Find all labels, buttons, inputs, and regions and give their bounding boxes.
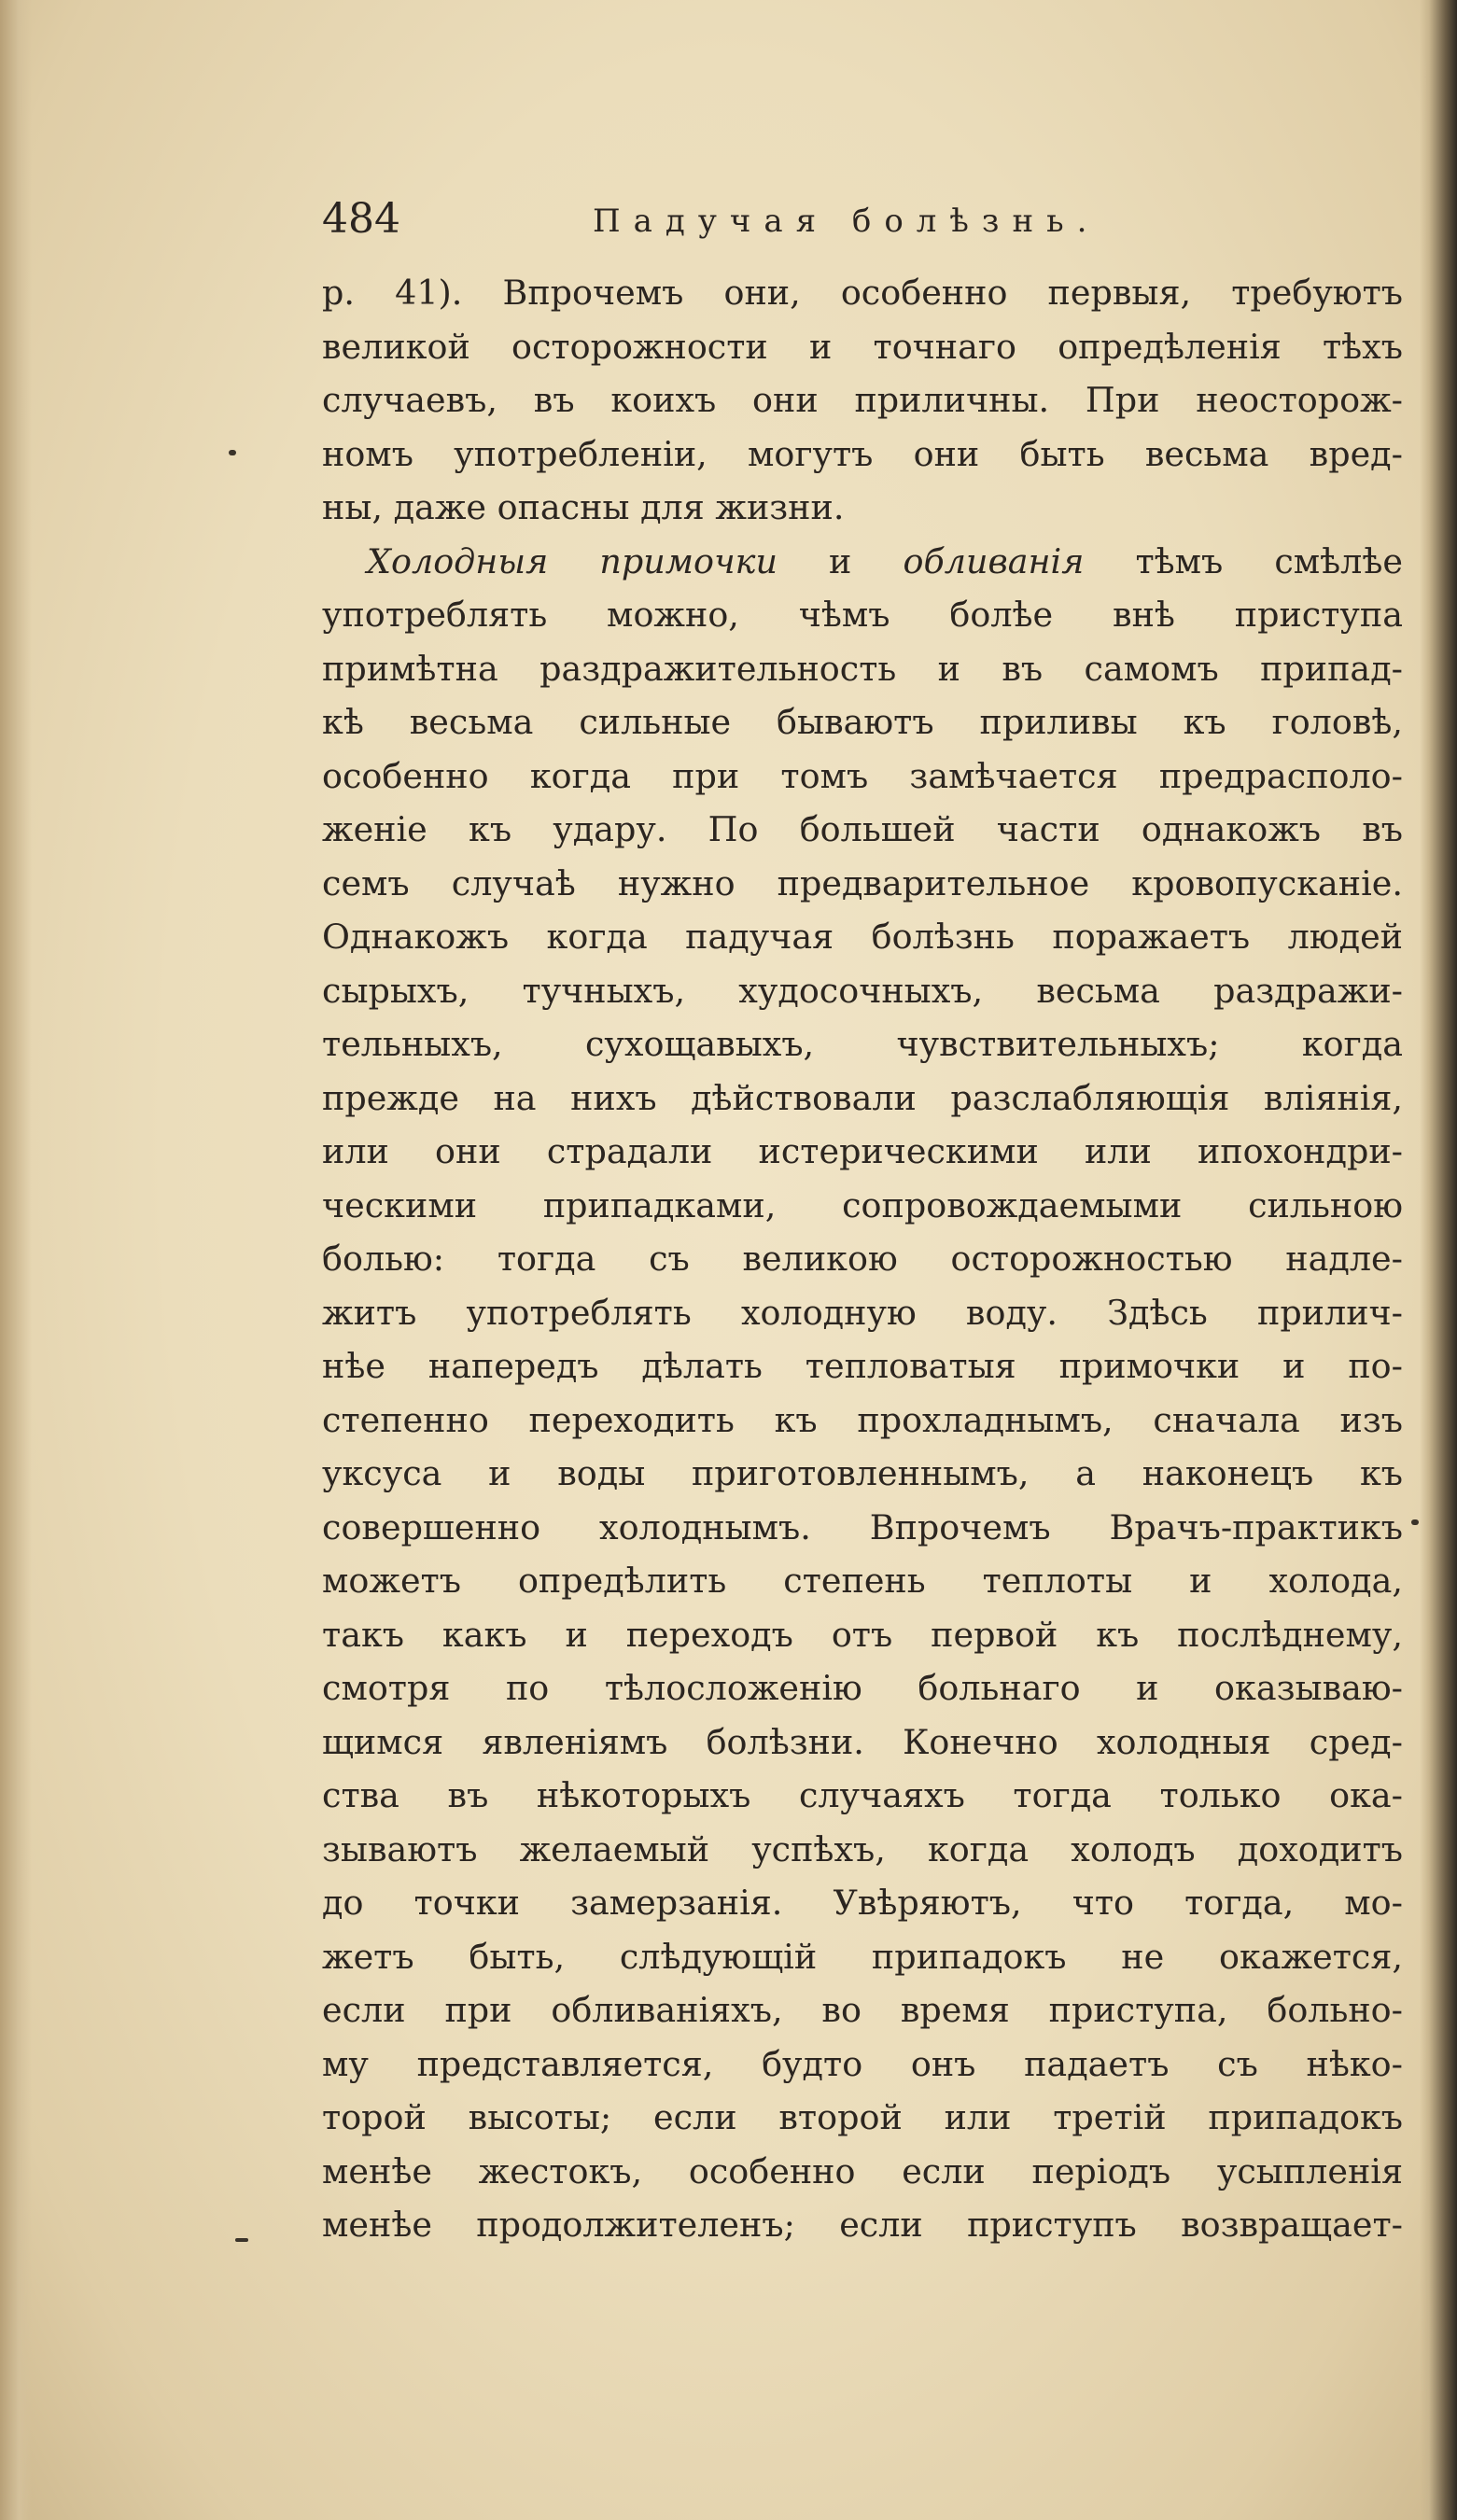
- text-line: смотря по тѣлосложенію больнаго и оказываю-: [322, 1668, 1403, 1708]
- text-line: му представляется, будто онъ падаетъ съ нѣко-: [322, 2043, 1403, 2084]
- text-line: такъ какъ и переходъ отъ первой къ послѣднему,: [322, 1614, 1403, 1655]
- text-line: до точки замерзанія. Увѣряютъ, что тогда, мо-: [322, 1883, 1403, 1923]
- text-line: зываютъ желаемый успѣхъ, когда холодъ доходитъ: [322, 1828, 1403, 1869]
- text-line: нѣе напередъ дѣлать тепловатыя примочки и по-: [322, 1346, 1403, 1386]
- text-line: сырыхъ, тучныхъ, худосочныхъ, весьма раздражи-: [322, 970, 1403, 1011]
- text-line: ны, даже опасны для жизни.: [322, 487, 845, 527]
- text-line: совершенно холоднымъ. Впрочемъ Врачъ-практикъ: [322, 1506, 1403, 1547]
- text-line: тельныхъ, сухощавыхъ, чувствительныхъ; когда: [322, 1024, 1403, 1064]
- text-line-paragraph-start: [322, 535, 1403, 589]
- ink-speck: [235, 2238, 248, 2242]
- text-line: можетъ опредѣлить степень теплоты и холода,: [322, 1561, 1403, 1601]
- text-line: употреблять можно, чѣмъ болѣе внѣ приступа: [322, 595, 1403, 635]
- text-line: прежде на нихъ дѣйствовали разслабляющія вліянія,: [322, 1077, 1403, 1118]
- text-line: жетъ быть, слѣдующій припадокъ не окажется,: [322, 1936, 1403, 1977]
- text-line: номъ употребленіи, могутъ они быть весьма вред-: [322, 433, 1403, 474]
- text-fragment: тѣмъ смѣлѣе: [1084, 540, 1403, 581]
- ink-speck: [229, 450, 236, 455]
- text-line: житъ употреблять холодную воду. Здѣсь прилич-: [322, 1292, 1403, 1333]
- text-line: Однакожъ когда падучая болѣзнь поражаетъ людей: [322, 917, 1403, 957]
- text-line: уксуса и воды приготовленнымъ, а наконецъ къ: [322, 1453, 1403, 1493]
- text-fragment: и: [777, 540, 904, 581]
- text-line: ства въ нѣкоторыхъ случаяхъ тогда только ока-: [322, 1775, 1403, 1815]
- text-line: женіе къ удару. По большей части однакожъ въ: [322, 809, 1403, 849]
- ink-speck: [1411, 1519, 1419, 1525]
- text-line: торой высоты; если второй или третій припадокъ: [322, 2097, 1403, 2137]
- text-line: примѣтна раздражительность и въ самомъ припад-: [322, 648, 1403, 689]
- page-number: 484: [322, 195, 400, 243]
- text-line: семъ случаѣ нужно предварительное кровопусканіе.: [322, 862, 1403, 903]
- text-line: или они страдали истерическими или ипохондри-: [322, 1131, 1403, 1171]
- text-line: щимся явленіямъ болѣзни. Конечно холодныя сред-: [322, 1721, 1403, 1762]
- text-line: особенно когда при томъ замѣчается предрасполо-: [322, 755, 1403, 796]
- italic-phrase: Холодныя примочки: [367, 540, 778, 581]
- page-edge-shadow: [1420, 0, 1457, 2520]
- italic-phrase: обливанія: [903, 540, 1085, 581]
- text-line: случаевъ, въ коихъ они приличны. При неосторож-: [322, 380, 1403, 420]
- text-line: болью: тогда съ великою осторожностью надле-: [322, 1239, 1403, 1279]
- text-line: менѣе жестокъ, особенно если періодъ усыпленія: [322, 2150, 1403, 2191]
- page-header: [322, 191, 1386, 257]
- running-title: Падучая болѣзнь.: [593, 203, 1100, 240]
- text-line: великой осторожности и точнаго опредѣленія тѣхъ: [322, 326, 1403, 367]
- text-line: менѣе продолжителенъ; если приступъ возвращает-: [322, 2205, 1403, 2245]
- text-line: степенно переходить къ прохладнымъ, сначала изъ: [322, 1399, 1403, 1440]
- text-line: если при обливаніяхъ, во время приступа, больно-: [322, 1990, 1403, 2030]
- text-line: ческими припадками, сопровождаемыми сильною: [322, 1184, 1403, 1225]
- page-binding-shadow: [0, 0, 32, 2520]
- text-line: р. 41). Впрочемъ они, особенно первыя, требуютъ: [322, 273, 1403, 313]
- text-line: кѣ весьма сильные бываютъ приливы къ головѣ,: [322, 702, 1403, 742]
- body-text: [322, 266, 1403, 2252]
